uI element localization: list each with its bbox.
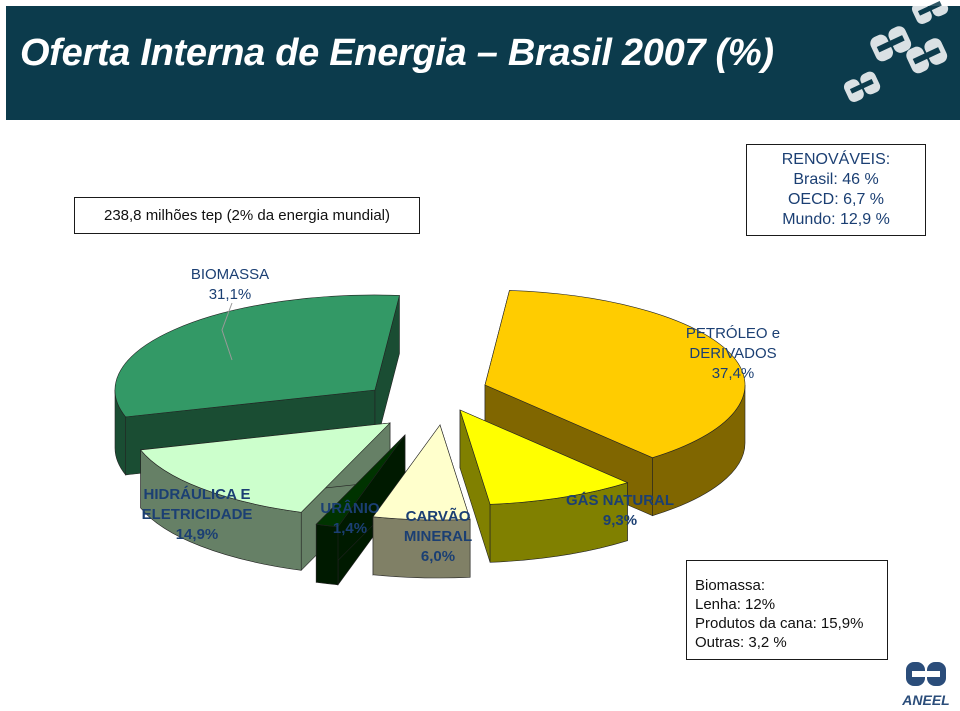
data-label-line-uranio-0: URÂNIO [320, 500, 380, 517]
data-label-line-hidraulica-0: HIDRÁULICA E [143, 486, 251, 503]
data-label-line-petroleo-1: DERIVADOS [689, 345, 777, 362]
total-supply-text: 238,8 milhões tep (2% da energia mundial) [103, 207, 390, 224]
renewables-heading: RENOVÁVEIS: [781, 151, 891, 168]
biomass-heading: Biomassa: [695, 577, 766, 594]
renewables-oecd: OECD: 6,7 % [787, 191, 885, 208]
biomass-lenha: Lenha: 12% [695, 596, 776, 613]
data-label-line-hidraulica-2: 14,9% [175, 526, 219, 543]
data-label-line-biomassa-1: 31,1% [208, 286, 252, 303]
renewables-mundo: Mundo: 12,9 % [782, 211, 890, 228]
data-label-line-hidraulica-1: ELETRICIDADE [141, 506, 253, 523]
data-label-line-biomassa-0: BIOMASSA [190, 266, 270, 283]
data-label-line-uranio-1: 1,4% [332, 520, 368, 537]
data-label-line-carvao-0: CARVÃO [405, 508, 471, 525]
data-label-line-carvao-2: 6,0% [420, 548, 456, 565]
aneel-logo [898, 662, 954, 708]
data-label-line-petroleo-2: 37,4% [711, 365, 755, 382]
biomass-outras: Outras: 3,2 % [695, 634, 787, 651]
renewables-brasil: Brasil: 46 % [793, 171, 879, 188]
biomass-detail-box [686, 560, 888, 660]
data-label-biomassa [191, 266, 269, 303]
biomass-cana: Produtos da cana: 15,9% [695, 615, 864, 632]
data-label-line-gas-natural-0: GÁS NATURAL [565, 492, 675, 509]
data-label-line-carvao-1: MINERAL [403, 528, 473, 545]
data-label-line-gas-natural-1: 9,3% [602, 512, 638, 529]
page-title: Oferta Interna de Energia – Brasil 2007 (%) [20, 32, 774, 74]
data-label-line-petroleo-0: PETRÓLEO e [685, 325, 781, 342]
aneel-logo-text: ANEEL [902, 692, 950, 708]
